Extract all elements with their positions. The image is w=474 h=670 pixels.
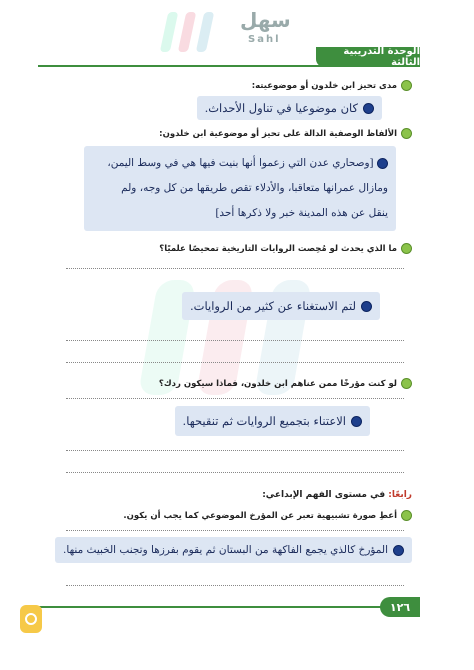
answer-1 — [197, 96, 382, 120]
section-title: في مستوى الفهم الإبداعي: — [262, 490, 386, 500]
answer-2-line-1: [وصحاري عدن التي زعموا أنها بنيت فيها هي في وسط اليمن، — [92, 151, 388, 176]
creative-question-text: أعطِ صورة تشبيهية تعبر عن المؤرخ الموضوعي كما يجب أن يكون. — [123, 510, 397, 521]
question-4-text: لو كنت مؤرخًا ممن عناهم ابن خلدون، فماذا سيكون ردك؟ — [158, 378, 397, 389]
answer-3-text: لتم الاستغناء عن كثير من الروايات. — [190, 299, 356, 313]
answer-line — [66, 340, 404, 341]
corner-logo-icon — [20, 605, 42, 633]
unit-title: الوحدة التدريبية الثالثة — [316, 47, 420, 67]
answer-line — [66, 362, 404, 363]
answer-1-text: كان موضوعيا في تناول الأحداث. — [204, 101, 358, 115]
watermark-brand-ar: سهل — [240, 8, 291, 32]
answer-2-line-2: ومازال عمرانها متعاقبا، والأدلاء تقص طريقها من كل وجه، ولم — [121, 182, 388, 194]
question-4 — [159, 378, 412, 389]
question-bullet-icon — [401, 80, 412, 91]
answer-line — [66, 585, 404, 586]
answer-line — [66, 398, 404, 399]
creative-answer — [55, 537, 412, 563]
creative-question — [123, 510, 412, 521]
question-bullet-icon — [401, 510, 412, 521]
question-bullet-icon — [401, 378, 412, 389]
question-2-text: الألفاظ الوصفية الدالة على تحيز أو موضوعية ابن خلدون: — [159, 128, 397, 139]
watermark-brand-en: Sahl — [248, 34, 281, 45]
question-bullet-icon — [401, 128, 412, 139]
answer-4 — [175, 406, 370, 436]
answer-bullet-icon — [377, 158, 388, 169]
question-2 — [159, 128, 412, 139]
footer-rule — [38, 606, 418, 608]
answer-bullet-icon — [361, 301, 372, 312]
answer-line — [66, 530, 404, 531]
answer-2-line-3: ينقل عن هذه المدينة خبر ولا ذكرها أحد] — [215, 207, 388, 219]
answer-line — [66, 472, 404, 473]
answer-bullet-icon — [363, 103, 374, 114]
answer-3 — [182, 292, 380, 320]
answer-bullet-icon — [393, 545, 404, 556]
question-bullet-icon — [401, 243, 412, 254]
question-3-text: ما الذي يحدث لو مُحِصت الروايات التاريخية تمحيصًا علميًا؟ — [159, 243, 397, 254]
page-number: ١٢٦ — [380, 597, 420, 617]
question-3 — [159, 243, 412, 254]
answer-line — [66, 450, 404, 451]
answer-bullet-icon — [351, 416, 362, 427]
section-heading — [262, 490, 412, 500]
creative-answer-text: المؤرخ كالذي يجمع الفاكهة من البستان ثم يقوم بفرزها وتجنب الخبيث منها. — [63, 544, 388, 556]
answer-line — [66, 268, 404, 269]
section-label: رابعًا: — [388, 490, 412, 500]
answer-4-text: الاعتناء بتجميع الروايات ثم تنقيحها. — [182, 414, 346, 428]
answer-2 — [84, 146, 396, 231]
question-1 — [252, 80, 412, 91]
question-1-text: مدى تحيز ابن خلدون أو موضوعيته: — [251, 80, 397, 91]
